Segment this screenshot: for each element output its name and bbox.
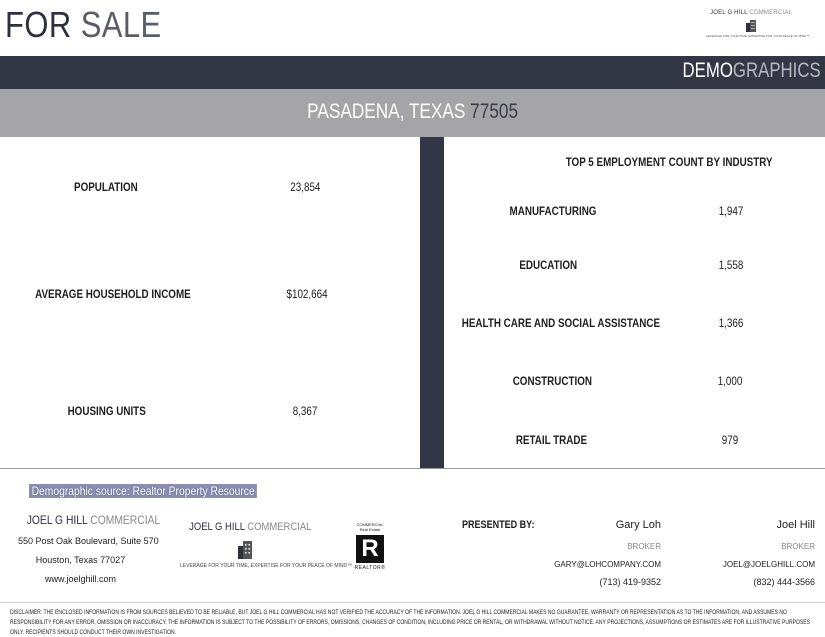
agent-email-link[interactable]: JOEL@JOELGHILL.COM [722, 560, 815, 569]
column-divider [420, 137, 444, 468]
for-sale-title [5, 4, 162, 46]
footer-logo-name-suffix: COMMERCIAL [247, 521, 312, 533]
realtor-r-icon [356, 535, 384, 563]
location-bar [0, 89, 825, 137]
industry-label-manufacturing: MANUFACTURING [509, 204, 597, 218]
for-sale-word-1: FOR [5, 4, 72, 45]
realtor-text-2: Real Estate [359, 527, 381, 532]
agent-email-link[interactable]: GARY@LOHCOMPANY.COM [554, 560, 661, 569]
location-zip: 77505 [470, 100, 518, 123]
footer-company-logo [180, 521, 353, 569]
logo-name-suffix: COMMERCIAL [749, 10, 792, 16]
page-header [0, 0, 825, 56]
footer-company-info [18, 513, 161, 584]
stat-value-income: $102,664 [286, 287, 328, 301]
realtor-letter: R [361, 535, 379, 562]
agent-role: BROKER [781, 542, 815, 551]
for-sale-word-2: SALE [80, 4, 162, 45]
building-icon [238, 541, 252, 559]
industry-value-retail: 979 [721, 433, 739, 447]
agent-role: BROKER [627, 542, 661, 551]
industry-label-construction: CONSTRUCTION [512, 374, 592, 388]
location-city: PASADENA, TEXAS [307, 100, 466, 123]
footer-address: 550 Post Oak Boulevard, Suite 570 [18, 536, 159, 546]
logo-name-main: JOEL G HILL [710, 10, 748, 16]
location-title [307, 100, 518, 124]
agent-card [723, 519, 815, 587]
footer-logo-tagline: LEVERAGE FOR YOUR TIME, EXPERTISE FOR YOUR PEACE OF MIND™ [180, 563, 353, 569]
realtor-text-1: COMMERCIAL [356, 522, 384, 527]
stat-value-population: 23,854 [290, 180, 321, 194]
logo-name [706, 10, 796, 16]
realtor-logo [352, 522, 388, 571]
stat-value-housing: 8,367 [292, 404, 318, 418]
footer-company-suffix: COMMERCIAL [90, 513, 161, 527]
industry-value-manufacturing: 1,947 [718, 204, 744, 218]
agent-name: Joel Hill [776, 519, 815, 531]
industry-label-education: EDUCATION [519, 258, 578, 272]
agent-phone-link[interactable]: (832) 444-3566 [753, 577, 815, 587]
agent-card [554, 519, 661, 587]
agent-name: Gary Loh [615, 519, 661, 531]
footer-website-link[interactable]: www.joelghill.com [44, 574, 117, 584]
employment-heading: TOP 5 EMPLOYMENT COUNT BY INDUSTRY [565, 155, 773, 169]
industry-label-retail: RETAIL TRADE [515, 433, 588, 447]
disclaimer-text: DISCLAIMER: THE ENCLOSED INFORMATION IS FROM SOURCES BELIEVED TO BE RELIABLE, BUT JOEL G HILL COMMERCIAL HAS NOT VERIFIED THE ACCURACY OF THE INFORMATION. JOEL G HILL COMMERCIAL MAKES NO GUARANTEE, WARRANTY OR REPRESENTATION AS TO THE INFORMATION, AND ASSUMES NO RESPONSIBILITY FOR ANY ERROR, OMISSION OR INACCURACY. THE INFORMATION IS SUBJECT TO THE POSSIBILITY OF ERRORS, OMISSIONS, CHANGES OF CONDITION, INCLUDING PRICE OR RENTAL, OR WITHDRAWAL WITHOUT NOTICE. ANY PROJECTIONS, ASSUMPTIONS OR ESTIMATES ARE FOR ILLUSTRATIVE PURPOSES ONLY. RECIPIENTS SHOULD CONDUCT THEIR OWN INVESTIGATION. [10, 609, 810, 636]
industry-label-health-care: HEALTH CARE AND SOCIAL ASSISTANCE [461, 316, 661, 330]
footer-company-main: JOEL G HILL [26, 513, 88, 527]
company-logo [706, 10, 810, 38]
logo-tagline: LEVERAGE FOR YOUR TIME, EXPERTISE FOR YOUR PEACE OF MIND™ [706, 34, 810, 38]
industry-value-construction: 1,000 [717, 374, 743, 388]
demographics-title [683, 59, 821, 83]
realtor-word: REALTOR® [354, 565, 386, 571]
footer-city: Houston, Texas 77027 [35, 555, 126, 565]
stat-label-housing: HOUSING UNITS [67, 404, 146, 418]
section-title-bar [0, 56, 825, 89]
stat-label-income: AVERAGE HOUSEHOLD INCOME [35, 287, 191, 301]
footer-logo-name [189, 521, 312, 533]
demographic-source-note: Demographic source: Realtor Property Resource [29, 484, 257, 498]
footer-company-name [26, 513, 161, 527]
disclaimer-rule [0, 602, 825, 603]
industry-value-health-care: 1,366 [718, 316, 744, 330]
title-part-2: GRAPHICS [733, 59, 821, 82]
industry-value-education: 1,558 [718, 258, 744, 272]
presented-by-label: PRESENTED BY: [462, 519, 535, 531]
agent-phone-link[interactable]: (713) 419-9352 [599, 577, 661, 587]
stat-label-population: POPULATION [74, 180, 138, 194]
content-bottom-rule [0, 468, 825, 469]
footer-logo-name-main: JOEL G HILL [189, 521, 245, 533]
building-icon [746, 20, 756, 32]
title-part-1: DEMO [682, 59, 734, 82]
